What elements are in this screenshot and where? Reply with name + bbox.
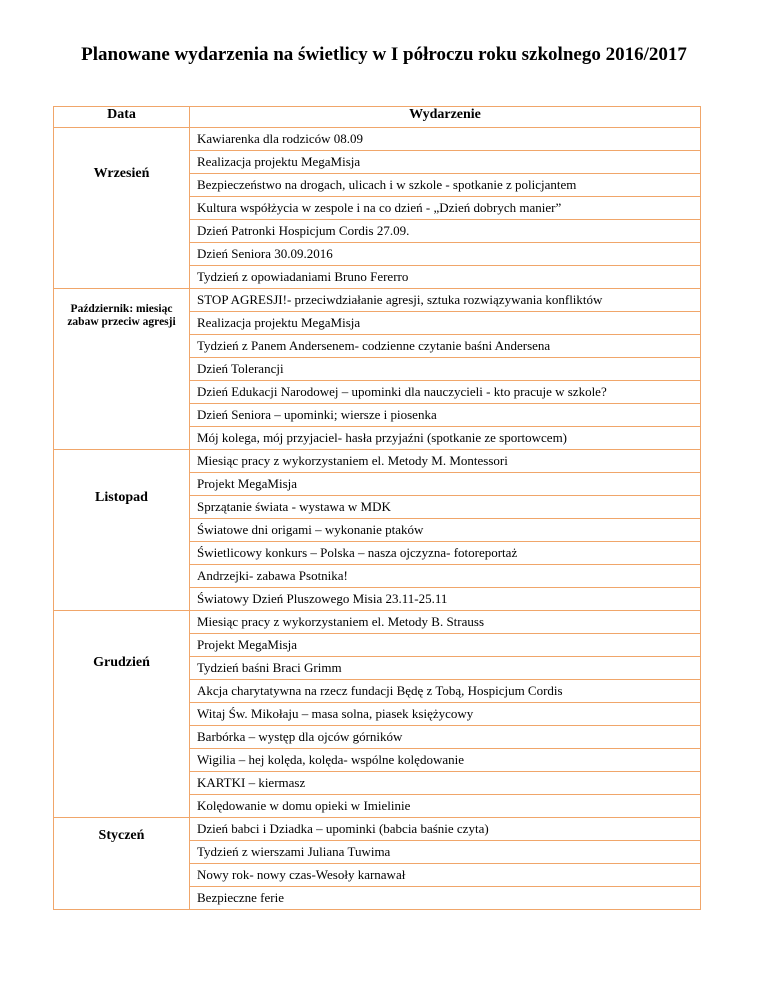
- event-cell: Bezpieczne ferie: [190, 887, 701, 910]
- event-cell: Projekt MegaMisja: [190, 473, 701, 496]
- month-cell: Październik: miesiąc zabaw przeciw agresji: [54, 289, 190, 450]
- table-body: [54, 128, 701, 910]
- event-cell: Kolędowanie w domu opieki w Imielinie: [190, 795, 701, 818]
- event-cell: Świetlicowy konkurs – Polska – nasza ojczyzna- fotoreportaż: [190, 542, 701, 565]
- event-cell: Akcja charytatywna na rzecz fundacji Będę z Tobą, Hospicjum Cordis: [190, 680, 701, 703]
- event-cell: Tydzień baśni Braci Grimm: [190, 657, 701, 680]
- month-cell: Wrzesień: [54, 128, 190, 289]
- table-header-row: [54, 107, 701, 128]
- event-cell: STOP AGRESJI!- przeciwdziałanie agresji, sztuka rozwiązywania konfliktów: [190, 289, 701, 312]
- event-cell: Realizacja projektu MegaMisja: [190, 151, 701, 174]
- event-cell: Kultura współżycia w zespole i na co dzień - „Dzień dobrych manier”: [190, 197, 701, 220]
- event-cell: Realizacja projektu MegaMisja: [190, 312, 701, 335]
- event-cell: Miesiąc pracy z wykorzystaniem el. Metody B. Strauss: [190, 611, 701, 634]
- page-title: Planowane wydarzenia na świetlicy w I półroczu roku szkolnego 2016/2017: [81, 44, 687, 65]
- event-cell: Miesiąc pracy z wykorzystaniem el. Metody M. Montessori: [190, 450, 701, 473]
- event-cell: KARTKI – kiermasz: [190, 772, 701, 795]
- event-cell: Tydzień z Panem Andersenem- codzienne czytanie baśni Andersena: [190, 335, 701, 358]
- event-cell: Bezpieczeństwo na drogach, ulicach i w szkole - spotkanie z policjantem: [190, 174, 701, 197]
- table-row: [54, 289, 701, 312]
- table-row: [54, 611, 701, 634]
- event-cell: Sprzątanie świata - wystawa w MDK: [190, 496, 701, 519]
- event-cell: Projekt MegaMisja: [190, 634, 701, 657]
- event-cell: Kawiarenka dla rodziców 08.09: [190, 128, 701, 151]
- event-cell: Tydzień z opowiadaniami Bruno Fererro: [190, 266, 701, 289]
- event-cell: Dzień Seniora 30.09.2016: [190, 243, 701, 266]
- event-cell: Światowe dni origami – wykonanie ptaków: [190, 519, 701, 542]
- events-table: [53, 106, 701, 910]
- table-row: [54, 128, 701, 151]
- month-cell: Listopad: [54, 450, 190, 611]
- table-row: [54, 450, 701, 473]
- event-cell: Nowy rok- nowy czas-Wesoły karnawał: [190, 864, 701, 887]
- event-cell: Tydzień z wierszami Juliana Tuwima: [190, 841, 701, 864]
- event-cell: Barbórka – występ dla ojców górników: [190, 726, 701, 749]
- event-cell: Dzień babci i Dziadka – upominki (babcia baśnie czyta): [190, 818, 701, 841]
- table-row: [54, 818, 701, 841]
- event-cell: Dzień Edukacji Narodowej – upominki dla nauczycieli - kto pracuje w szkole?: [190, 381, 701, 404]
- event-cell: Andrzejki- zabawa Psotnika!: [190, 565, 701, 588]
- event-cell: Witaj Św. Mikołaju – masa solna, piasek księżycowy: [190, 703, 701, 726]
- event-cell: Dzień Seniora – upominki; wiersze i piosenka: [190, 404, 701, 427]
- header-date: Data: [54, 107, 190, 128]
- event-cell: Dzień Patronki Hospicjum Cordis 27.09.: [190, 220, 701, 243]
- month-cell: Grudzień: [54, 611, 190, 818]
- event-cell: Dzień Tolerancji: [190, 358, 701, 381]
- event-cell: Światowy Dzień Pluszowego Misia 23.11-25.11: [190, 588, 701, 611]
- event-cell: Wigilia – hej kolęda, kolęda- wspólne kolędowanie: [190, 749, 701, 772]
- month-cell: Styczeń: [54, 818, 190, 910]
- event-cell: Mój kolega, mój przyjaciel- hasła przyjaźni (spotkanie ze sportowcem): [190, 427, 701, 450]
- header-event: Wydarzenie: [190, 107, 701, 128]
